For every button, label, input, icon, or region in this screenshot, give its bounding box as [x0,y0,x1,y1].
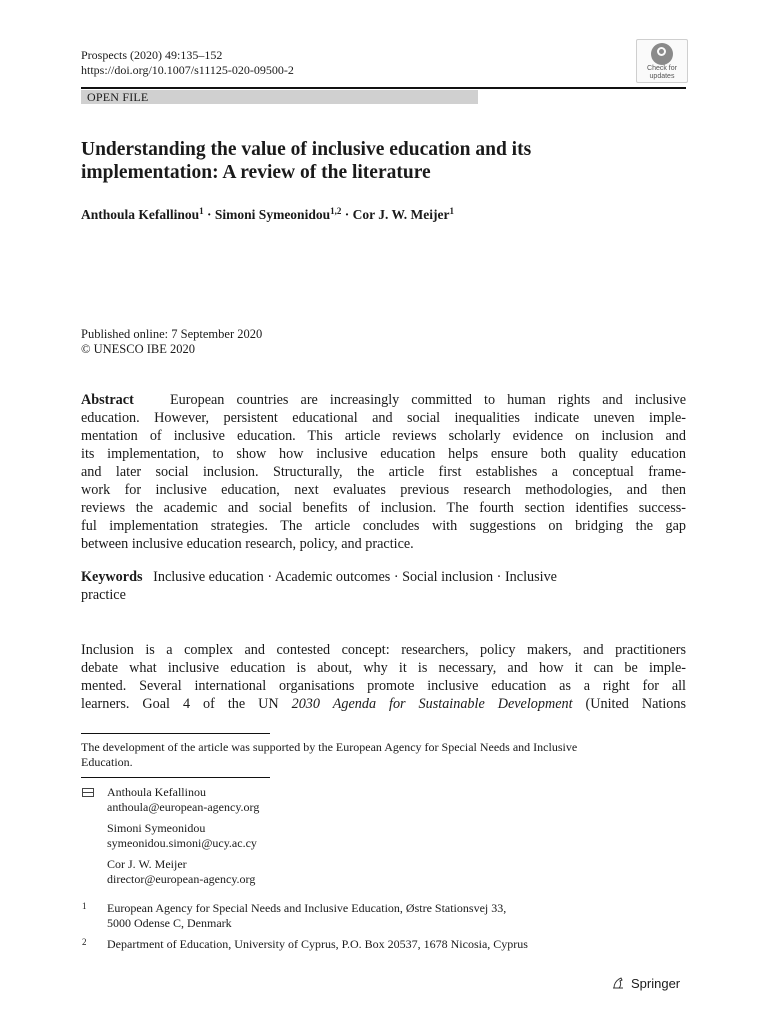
abstract-line: between inclusive education research, policy, and practice. [81,536,414,552]
author-name[interactable]: Cor J. W. Meijer [352,207,450,222]
author-name[interactable]: Simoni Symeonidou [214,207,331,222]
affiliation-number: 2 [82,937,87,947]
body-line: learners. Goal 4 of the UN 2030 Agenda for Sustainable Development (United Nations [81,696,686,712]
contact-1 [107,785,259,815]
contacts-rule [81,777,270,778]
abstract-line: its implementation, to show how inclusive education helps ensure both quality education [81,446,686,462]
section-label: OPEN FILE [81,90,478,104]
contact-3 [107,857,255,887]
publisher-name: Springer [631,976,681,991]
contact-2 [107,821,257,851]
abstract-line: education. However, persistent educational and social inequalities indicate uneven imple- [81,410,686,426]
author-affiliation-sup: 1 [449,206,454,216]
contact-email[interactable]: anthoula@european-agency.org [107,800,260,814]
abstract-label: Abstract [81,392,134,408]
article-title [81,138,681,184]
abstract-line: Abstract European countries are increasingly committed to human rights and inclusive [81,392,687,408]
doi-link[interactable]: https://doi.org/10.1007/s11125-020-09500-2 [81,63,294,77]
footnote-rule [81,733,270,734]
abstract-line: mentation of inclusive education. This article reviews scholarly evidence on inclusion and [81,428,686,444]
author-name[interactable]: Anthoula Kefallinou [81,207,200,222]
check-for-updates-badge[interactable] [636,39,688,83]
body-line: mented. Several international organisations promote inclusive education as a right for all [81,678,686,694]
affiliation-number: 1 [82,901,87,911]
author-separator: · [203,207,215,222]
keywords-line: practice [81,587,126,603]
affiliation-2: Department of Education, University of Cyprus, P.O. Box 20537, 1678 Nicosia, Cyprus [107,937,528,951]
abstract [81,391,686,553]
keywords-label: Keywords [81,569,143,585]
springer-horse-icon [611,976,625,990]
abstract-line: and later social inclusion. Structurally, the article first establishes a conceptual frame- [81,464,686,480]
publisher-logo [611,975,680,993]
contact-email[interactable]: symeonidou.simoni@ucy.ac.cy [107,836,257,850]
publication-info [81,327,262,357]
contact-name: Cor J. W. Meijer [107,857,187,871]
funding-footnote: The development of the article was supported by the European Agency for Special Needs and Inclusive Education. [81,740,578,769]
contact-email[interactable]: director@european-agency.org [107,872,256,886]
contact-name: Simoni Symeonidou [107,821,206,835]
badge-text-2: updates [649,73,675,80]
journal-citation: Prospects (2020) 49:135–152 [81,48,223,62]
author-affiliation-sup: 1,2 [330,206,342,216]
body-line: Inclusion is a complex and contested concept: researchers, policy makers, and practitioners [81,642,686,658]
author-list [81,206,454,224]
envelope-icon [82,788,94,797]
keywords [81,568,686,604]
body-text [81,641,686,713]
agenda-title: 2030 Agenda for Sustainable Development [291,696,573,712]
abstract-line: reviews the academic and social benefits of inclusion. The fourth section identifies success- [81,500,686,516]
header-rule [81,87,686,89]
author-separator: · [341,207,353,222]
published-date: Published online: 7 September 2020 [81,327,263,341]
keywords-line: Keywords Inclusive education · Academic outcomes · Social inclusion · Inclusive [81,569,557,585]
abstract-line: work for inclusive education, next evaluates previous research methodologies, and then [81,482,686,498]
contact-name: Anthoula Kefallinou [107,785,206,799]
title-line-2: implementation: A review of the literature [81,162,431,183]
bookmark-icon [651,43,673,65]
title-line-1: Understanding the value of inclusive education and its [81,139,532,160]
copyright: © UNESCO IBE 2020 [81,342,196,356]
abstract-line: ful implementation strategies. The article concludes with suggestions on bridging the gap [81,518,686,534]
badge-text-1: Check for [647,65,677,72]
author-affiliation-sup: 1 [199,206,204,216]
affiliation-1: European Agency for Special Needs and Inclusive Education, Østre Stationsvej 33, 5000 Odense C, Denmark [107,901,507,930]
body-line: debate what inclusive education is about, why it is necessary, and how it can be imple- [81,660,686,676]
